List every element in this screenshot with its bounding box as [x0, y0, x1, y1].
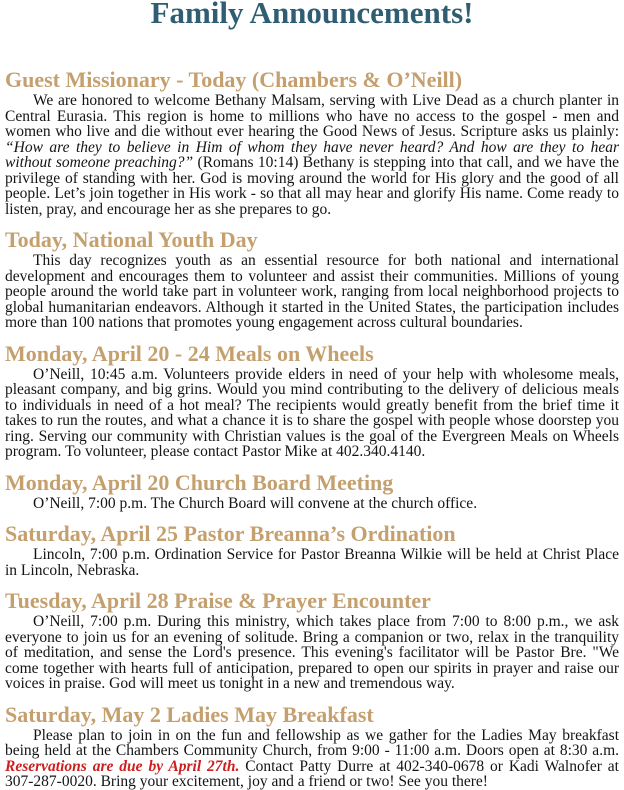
- section-body: Please plan to join in on the fun and fellowship as we gather for the Ladies May breakfast being held at the Chambers Community Church, from 9:00 - 11:00 a.m. Doors open at 8:30 a.m. Reservations are due by April 27th. Contact Patty Durre at 402-340-0678 or Kadi Walnofer at 307-287-0020. Bring your excitement, joy and a friend or two! See you there!: [5, 726, 619, 790]
- section-heading: Guest Missionary - Today (Chambers & O’Neill): [5, 67, 463, 92]
- section-body: O’Neill, 7:00 p.m. During this ministry, which takes place from 7:00 to 8:00 p.m., we ask everyone to join us for an evening of solitude. Bring a companion or two, relax in the tranquility of meditation, and sense the Lord's presence. This evening's facilitator will be Pastor Bre. "We come together with hearts full of anticipation, prepared to open our spirits in prayer and raise our voices in praise. God will meet us tonight in a new and tremendous way.: [5, 613, 619, 692]
- section-heading: Saturday, April 25 Pastor Breanna’s Ordination: [5, 521, 456, 546]
- section-heading: Monday, April 20 Church Board Meeting: [5, 469, 394, 495]
- section-heading: Monday, April 20 - 24 Meals on Wheels: [5, 340, 374, 366]
- section-guest-missionary: [5, 67, 619, 217]
- section-praise-prayer-encounter: [5, 588, 619, 692]
- section-body: This day recognizes youth as an essential resource for both national and international development and encourages them to volunteer and assist their communities. Millions of young people around the world take part in volunteer work, ranging from local neighborhood projects to global humanitarian endeavors. Although it started in the United States, the participation includes more than 100 nations that promotes young engagement across cultural boundaries.: [5, 252, 619, 331]
- section-body: Lincoln, 7:00 p.m. Ordination Service for Pastor Breanna Wilkie will be held at Christ Place in Lincoln, Nebraska.: [5, 546, 619, 579]
- section-ladies-may-breakfast: [5, 702, 619, 790]
- section-heading: Saturday, May 2 Ladies May Breakfast: [5, 701, 374, 727]
- page-title: Family Announcements!: [150, 0, 474, 30]
- section-body: We are honored to welcome Bethany Malsam, serving with Live Dead as a church planter in Central Eurasia. This region is home to millions who have no access to the gospel - men and women who live and die without ever hearing the Good News of Jesus. Scripture asks us plainly: “How are they to believe in Him of whom they have never heard? And how are they to hear without someone preaching?” (Romans 10:14) Bethany is stepping into that call, and we have the privilege of standing with her. God is moving around the world for His glory and the good of all people. Let’s join together in His work - so that all may hear and glorify His name. Come ready to listen, pray, and encourage her as she prepares to go.: [5, 92, 619, 218]
- section-heading: Today, National Youth Day: [5, 227, 258, 252]
- section-heading: Tuesday, April 28 Praise & Prayer Encounter: [5, 588, 431, 613]
- section-body: O’Neill, 10:45 a.m. Volunteers provide elders in need of your help with wholesome meals, pleasant company, and big grins. Would you mind contributing to the delivery of delicious meals to individuals in need of a hot meal? The recipients would greatly benefit from the brief time it takes to run the routes, and what a chance it is to share the gospel with people whose doorstep you ring. Serving our community with Christian values is the goal of the Evergreen Meals on Wheels program. To volunteer, please contact Pastor Mike at 402.340.4140.: [5, 365, 619, 460]
- section-church-board-meeting: [5, 470, 619, 512]
- section-body: O’Neill, 7:00 p.m. The Church Board will convene at the church office.: [33, 494, 478, 512]
- section-pastor-ordination: [5, 521, 619, 578]
- section-meals-on-wheels: [5, 341, 619, 460]
- section-national-youth-day: [5, 227, 619, 331]
